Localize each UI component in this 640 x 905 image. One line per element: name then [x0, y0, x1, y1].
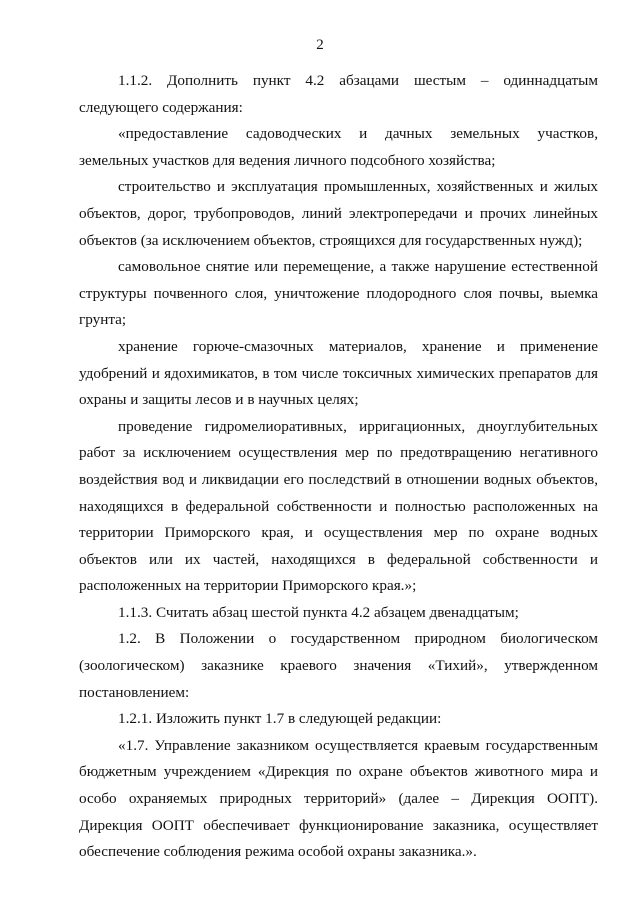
- paragraph-item-soil: самовольное снятие или перемещение, а также нарушение естественной структуры почвенного слоя, уничтожение плодородного слоя почвы, выемка грунта;: [79, 258, 598, 329]
- paragraph-1-7: «1.7. Управление заказником осуществляется краевым государственным бюджетным учреждением «Дирекция по охране объектов животного мира и особо охраняемых природных территорий» (далее – Дирекция ООПТ). Дирекция ООПТ обеспечивает функционирование заказника, осуществляет обеспечение соблюдения режима особой охраны заказника.».: [79, 736, 598, 861]
- paragraph-1-2-1: 1.2.1. Изложить пункт 1.7 в следующей редакции:: [118, 710, 442, 728]
- document-body: [79, 68, 598, 866]
- page-number: 2: [316, 37, 324, 53]
- paragraph-1-2: 1.2. В Положении о государственном природном биологическом (зоологическом) заказнике краевого значения «Тихий», утвержденном постановлением:: [79, 630, 598, 701]
- paragraph-item-land-plots: «предоставление садоводческих и дачных земельных участков, земельных участков для ведения личного подсобного хозяйства;: [79, 125, 598, 169]
- paragraph-item-hydro-works: проведение гидромелиоративных, ирригационных, дноуглубительных работ за исключением осуществления мер по предотвращению негативного воздействия вод и ликвидации его последствий в отношении водных объектов, находящихся в федеральной собственности и полностью расположенных на территории Приморского края, и осуществления мер по охране водных объектов или их частей, находящихся в федеральной собственности и расположенных на территории Приморского края.»;: [79, 417, 598, 595]
- paragraph-1-1-2: 1.1.2. Дополнить пункт 4.2 абзацами шестым – одиннадцатым следующего содержания:: [79, 72, 598, 116]
- paragraph-item-storage: хранение горюче-смазочных материалов, хранение и применение удобрений и ядохимикатов, в том числе токсичных химических препаратов для охраны и защиты лесов и в научных целях;: [79, 337, 598, 409]
- paragraph-1-1-3: 1.1.3. Считать абзац шестой пункта 4.2 абзацем двенадцатым;: [118, 603, 519, 621]
- paragraph-item-construction: строительство и эксплуатация промышленных, хозяйственных и жилых объектов, дорог, трубопроводов, линий электропередачи и прочих линейных объектов (за исключением объектов, строящихся для государственных нужд);: [79, 178, 598, 249]
